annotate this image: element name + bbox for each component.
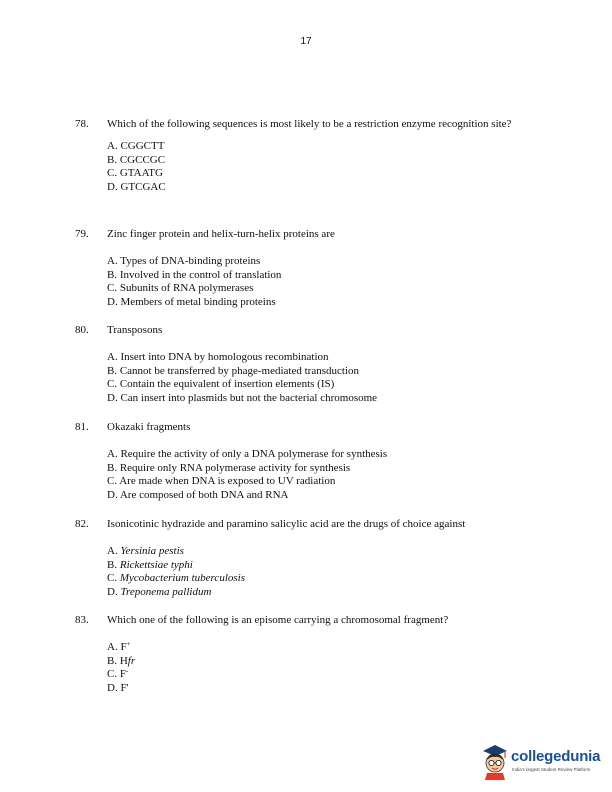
question-stem: Isonicotinic hydrazide and paramino salicylic acid are the drugs of choice against <box>107 518 466 530</box>
collegedunia-logo <box>480 742 600 782</box>
option-b: B. CGCCGC <box>107 153 166 166</box>
option-d: D. F' <box>107 681 129 694</box>
option-d: D. Can insert into plasmids but not the bacterial chromosome <box>107 391 378 404</box>
option-b: B. Hfr <box>107 654 136 667</box>
option-b: B. Require only RNA polymerase activity for synthesis <box>107 461 351 474</box>
organism-name: Rickettsiae typhi <box>119 558 193 571</box>
question-79 <box>75 228 555 309</box>
student-mascot-icon <box>480 742 510 780</box>
option-d: D. Treponema pallidum <box>107 585 212 598</box>
option-a: A. CGGCTT <box>107 140 165 152</box>
options-list <box>107 351 555 405</box>
option-c: C. Contain the equivalent of insertion elements (IS) <box>107 378 335 390</box>
question-number: 81. <box>75 421 89 433</box>
options-list <box>107 641 555 695</box>
option-c: C. Mycobacterium tuberculosis <box>107 572 245 584</box>
option-a: A. Insert into DNA by homologous recombination <box>107 351 329 363</box>
logo-wordmark: collegedunia <box>511 748 601 765</box>
option-c: C. Subunits of RNA polymerases <box>107 282 254 294</box>
question-stem: Okazaki fragments <box>107 421 191 433</box>
page-number: 17 <box>300 36 312 47</box>
question-number: 78. <box>75 118 89 130</box>
organism-name: Mycobacterium tuberculosis <box>119 572 245 584</box>
options-list <box>107 448 555 502</box>
options-list <box>107 140 555 194</box>
logo-tagline: India's largest Student Review Platform <box>512 767 591 772</box>
question-83 <box>75 614 555 695</box>
question-stem: Transposons <box>107 324 163 336</box>
question-81 <box>75 421 555 502</box>
question-number: 82. <box>75 518 89 530</box>
question-number: 79. <box>75 228 89 240</box>
option-c: C. F- <box>107 667 129 680</box>
question-78 <box>75 118 555 194</box>
option-a: A. Require the activity of only a DNA polymerase for synthesis <box>107 448 388 460</box>
organism-name: Yersinia pestis <box>120 545 184 557</box>
options-list <box>107 255 555 309</box>
question-82 <box>75 518 555 599</box>
option-b: B. Cannot be transferred by phage-mediated transduction <box>107 364 360 377</box>
options-list <box>107 545 555 599</box>
option-d: D. GTCGAC <box>107 180 166 193</box>
option-d: D. Are composed of both DNA and RNA <box>107 488 289 501</box>
question-stem: Which of the following sequences is most likely to be a restriction enzyme recognition site? <box>107 118 512 130</box>
option-b: B. Involved in the control of translation <box>107 268 282 281</box>
option-c: C. GTAATG <box>107 167 163 179</box>
question-stem: Zinc finger protein and helix-turn-helix proteins are <box>107 228 335 240</box>
organism-name: Treponema pallidum <box>120 585 212 598</box>
option-a: A. Yersinia pestis <box>107 545 184 557</box>
option-a: A. F+ <box>107 640 131 653</box>
question-number: 80. <box>75 324 89 336</box>
option-d: D. Members of metal binding proteins <box>107 295 276 308</box>
option-a: A. Types of DNA-binding proteins <box>107 255 261 267</box>
question-stem: Which one of the following is an episome carrying a chromosomal fragment? <box>107 614 449 626</box>
question-80 <box>75 324 555 405</box>
option-c: C. Are made when DNA is exposed to UV radiation <box>107 475 336 487</box>
question-number: 83. <box>75 614 89 626</box>
option-b: B. Rickettsiae typhi <box>107 558 193 571</box>
